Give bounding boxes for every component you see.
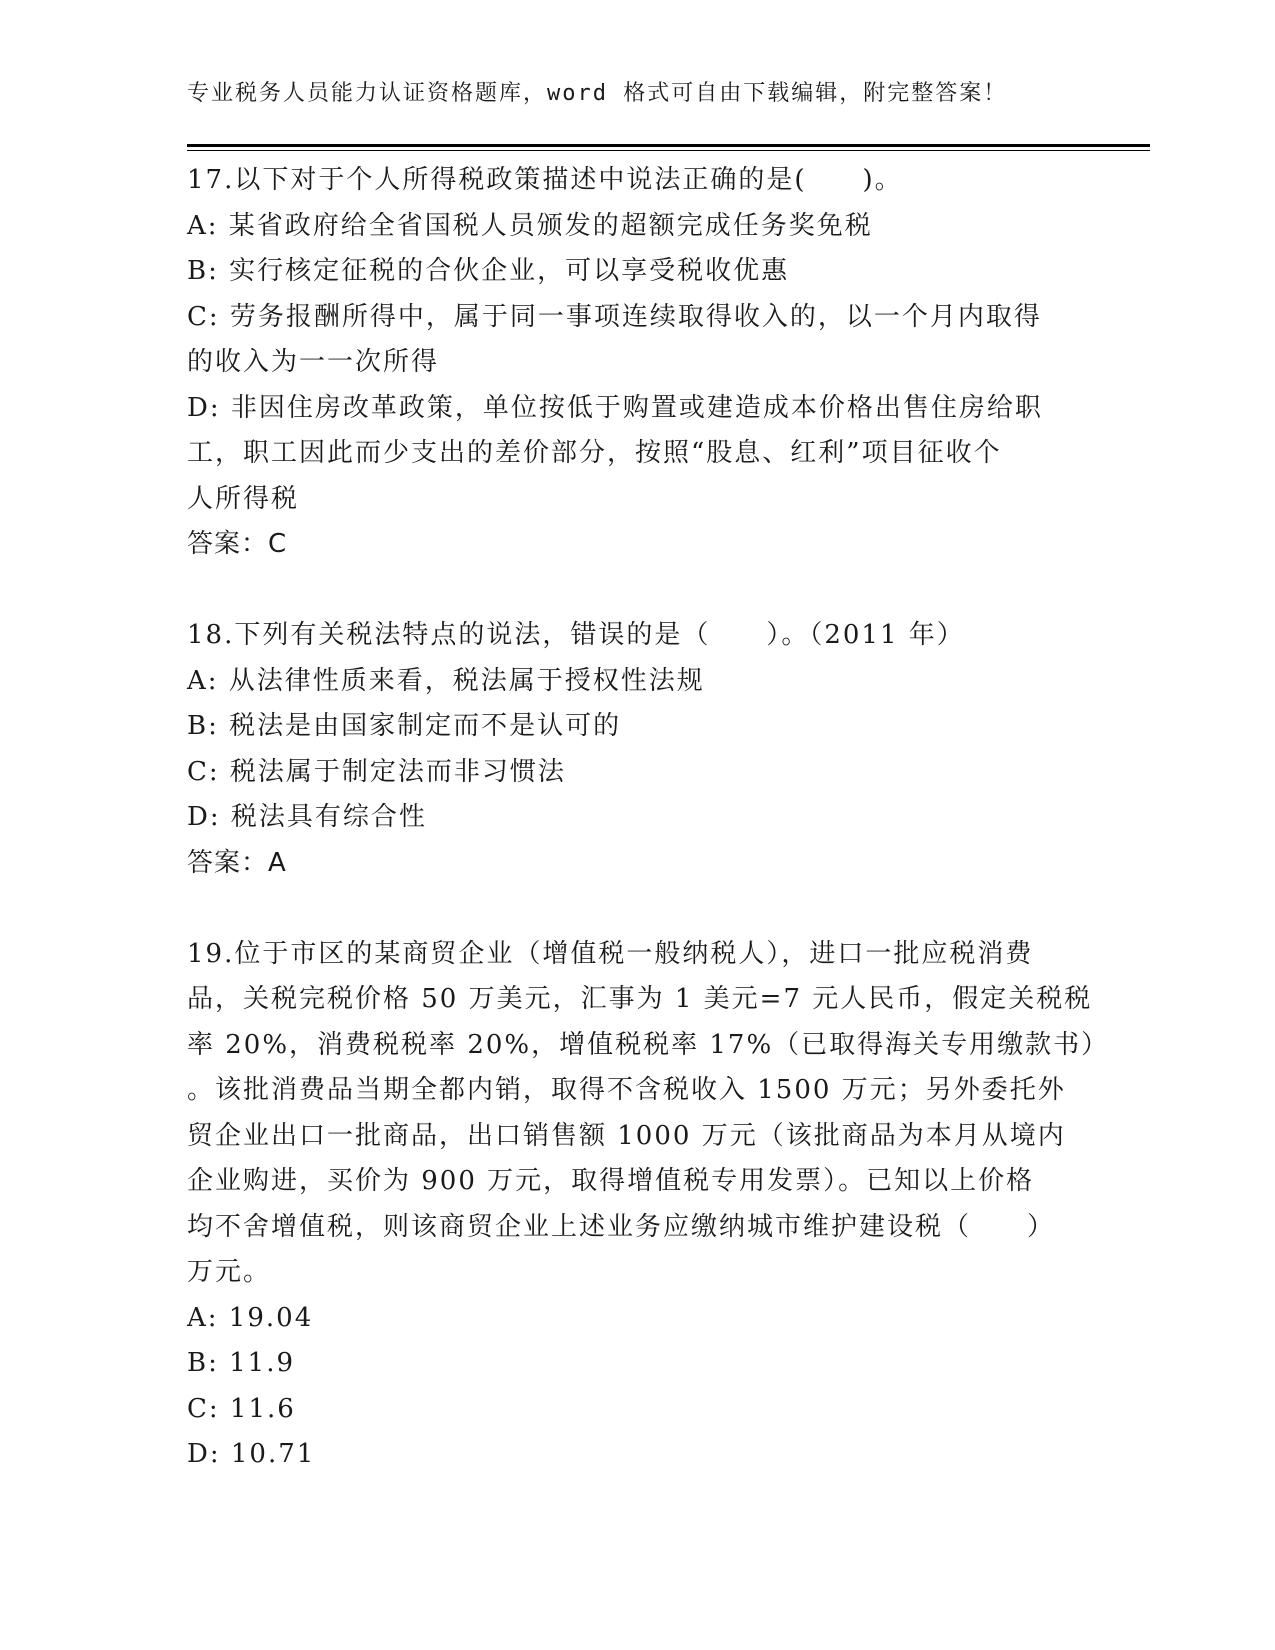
q19-option-d: D: 10.71 [187, 1439, 316, 1469]
q17-stem: 17.以下对于个人所得税政策描述中说法正确的是( )。 [187, 165, 903, 195]
q19-stem-4: 。该批消费品当期全都内销，取得不含税收入 1500 万元；另外委托外 [187, 1075, 1066, 1105]
q19-stem-8: 万元。 [187, 1257, 272, 1287]
q18-option-d: D: 税法具有综合性 [187, 802, 427, 832]
page-header: 专业税务人员能力认证资格题库，word 格式可自由下载编辑，附完整答案！ [187, 81, 1008, 106]
q17-option-d-cont: 工，职工因此而少支出的差价部分，按照“股息、红利”项目征收个 [187, 438, 1002, 468]
spacer [187, 886, 1067, 932]
q17-option-c: C: 劳务报酬所得中，属于同一事项连续取得收入的，以一个月内取得 [187, 301, 1042, 332]
q19-option-b: B: 11.9 [187, 1348, 296, 1378]
q18-option-c: C: 税法属于制定法而非习惯法 [187, 756, 566, 787]
header-rule-thick [187, 144, 1150, 147]
q19-stem-5: 贸企业出口一批商品，出口销售额 1000 万元（该批商品为本月从境内 [187, 1120, 1066, 1151]
q18-option-b: B: 税法是由国家制定而不是认可的 [187, 711, 622, 741]
q18-stem: 18.下列有关税法特点的说法，错误的是（ ）。（2011 年） [187, 620, 965, 650]
question-content [187, 158, 1110, 1478]
q18-option-a: A: 从法律性质来看，税法属于授权性法规 [187, 665, 705, 696]
q17-option-d: D: 非因住房改革政策，单位按低于购置或建造成本价格出售住房给职 [187, 392, 1043, 423]
q18-answer: 答案：A [187, 847, 287, 878]
q19-option-c: C: 11.6 [187, 1393, 296, 1424]
q19-stem-2: 品，关税完税价格 50 万美元，汇事为 1 美元=7 元人民币，假定关税税 [187, 984, 1093, 1014]
q17-option-a: A: 某省政府给全省国税人员颁发的超额完成任务奖免税 [187, 210, 873, 241]
question-17 [187, 158, 1067, 568]
q17-option-b: B: 实行核定征税的合伙企业，可以享受税收优惠 [187, 256, 790, 286]
q17-option-c-cont: 的收入为一一次所得 [187, 347, 440, 377]
question-18 [187, 613, 1067, 886]
question-19 [187, 932, 1110, 1478]
q19-option-a: A: 19.04 [187, 1302, 314, 1333]
q17-answer: 答案：C [187, 529, 288, 559]
q19-stem-3: 率 20%，消费税税率 20%，增值税税率 17%（已取得海关专用缴款书） [187, 1029, 1110, 1060]
q19-stem-1: 19.位于市区的某商贸企业（增值税一般纳税人），进口一批应税消费 [187, 938, 1034, 969]
q19-stem-7: 均不舍增值税，则该商贸企业上述业务应缴纳城市维护建设税（ ） [187, 1211, 1056, 1242]
spacer [187, 568, 1067, 614]
header-rule-thin [187, 150, 1150, 151]
q19-stem-6: 企业购进，买价为 900 万元，取得增值税专用发票）。已知以上价格 [187, 1166, 1035, 1196]
q17-option-d-cont2: 人所得税 [187, 483, 300, 514]
